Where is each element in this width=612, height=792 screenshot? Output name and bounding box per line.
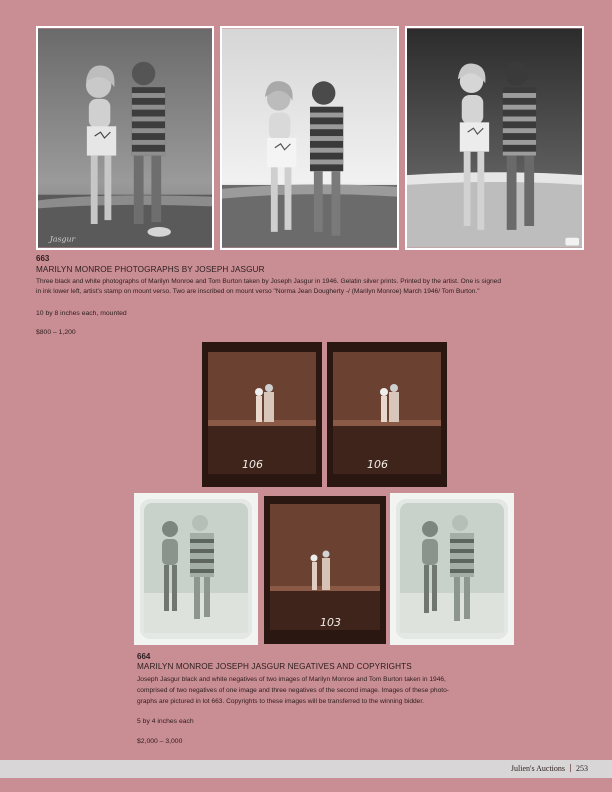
lot-664-negative-5 bbox=[390, 493, 514, 645]
photo-signature: Jasgur bbox=[49, 234, 76, 244]
lot-664-negative-1 bbox=[202, 342, 322, 487]
photo-image bbox=[38, 28, 212, 248]
lot-664-description-line-1: Joseph Jasgur black and white negatives of two images of Marilyn Monroe and Tom Burton taken in 1946, bbox=[137, 676, 446, 683]
negative-image bbox=[390, 493, 514, 645]
lot-664-number: 664 bbox=[137, 652, 151, 661]
negative-image bbox=[327, 342, 447, 487]
lot-663-photo-1 bbox=[36, 26, 214, 250]
lot-664-negative-4 bbox=[264, 496, 386, 644]
page-number: 253 bbox=[576, 764, 588, 773]
negative-image bbox=[202, 342, 322, 487]
lot-664-estimate: $2,000 – 3,000 bbox=[137, 738, 183, 745]
lot-663-dimensions: 10 by 8 inches each, mounted bbox=[36, 310, 127, 317]
lot-663-estimate: $800 – 1,200 bbox=[36, 329, 76, 336]
lot-663-photo-2 bbox=[220, 26, 399, 250]
footer-brand: Julien's Auctions bbox=[510, 764, 565, 773]
lot-664-description-line-2: comprised of two negatives of one image and three negatives of the second image. Images of these photo- bbox=[137, 687, 449, 694]
photo-image bbox=[407, 28, 582, 248]
lot-664-dimensions: 5 by 4 inches each bbox=[137, 718, 194, 725]
lot-663-description-line-2: in ink lower left, artist's stamp on mount verso. Two are inscribed on mount verso "Norma Jean Dougherty -/ (Marilyn Monroe) March 1946/ Tom Burton." bbox=[36, 288, 480, 295]
lot-664-description-line-3: graphs are pictured in lot 663. Copyrights to these images will be transferred to the winning bidder. bbox=[137, 698, 424, 705]
negative-image bbox=[134, 493, 258, 645]
lot-663-description-line-1: Three black and white photographs of Marilyn Monroe and Tom Burton taken by Joseph Jasgur in 1946. Gelatin silver prints. Printed by the artist. One is signed bbox=[36, 278, 501, 285]
lot-664-title: MARILYN MONROE JOSEPH JASGUR NEGATIVES AND COPYRIGHTS bbox=[137, 662, 412, 671]
lot-664-negative-2 bbox=[327, 342, 447, 487]
footer bbox=[511, 764, 588, 773]
negative-label: 103 bbox=[320, 616, 341, 629]
lot-663-title: MARILYN MONROE PHOTOGRAPHS BY JOSEPH JASGUR bbox=[36, 265, 265, 274]
lot-663-number: 663 bbox=[36, 254, 50, 263]
photo-image bbox=[222, 28, 397, 248]
footer-bar bbox=[0, 760, 612, 778]
negative-image bbox=[264, 496, 386, 644]
negative-label: 106 bbox=[242, 458, 263, 471]
negative-label: 106 bbox=[367, 458, 388, 471]
lot-663-photo-3 bbox=[405, 26, 584, 250]
footer-separator bbox=[570, 764, 571, 772]
lot-664-negative-3 bbox=[134, 493, 258, 645]
